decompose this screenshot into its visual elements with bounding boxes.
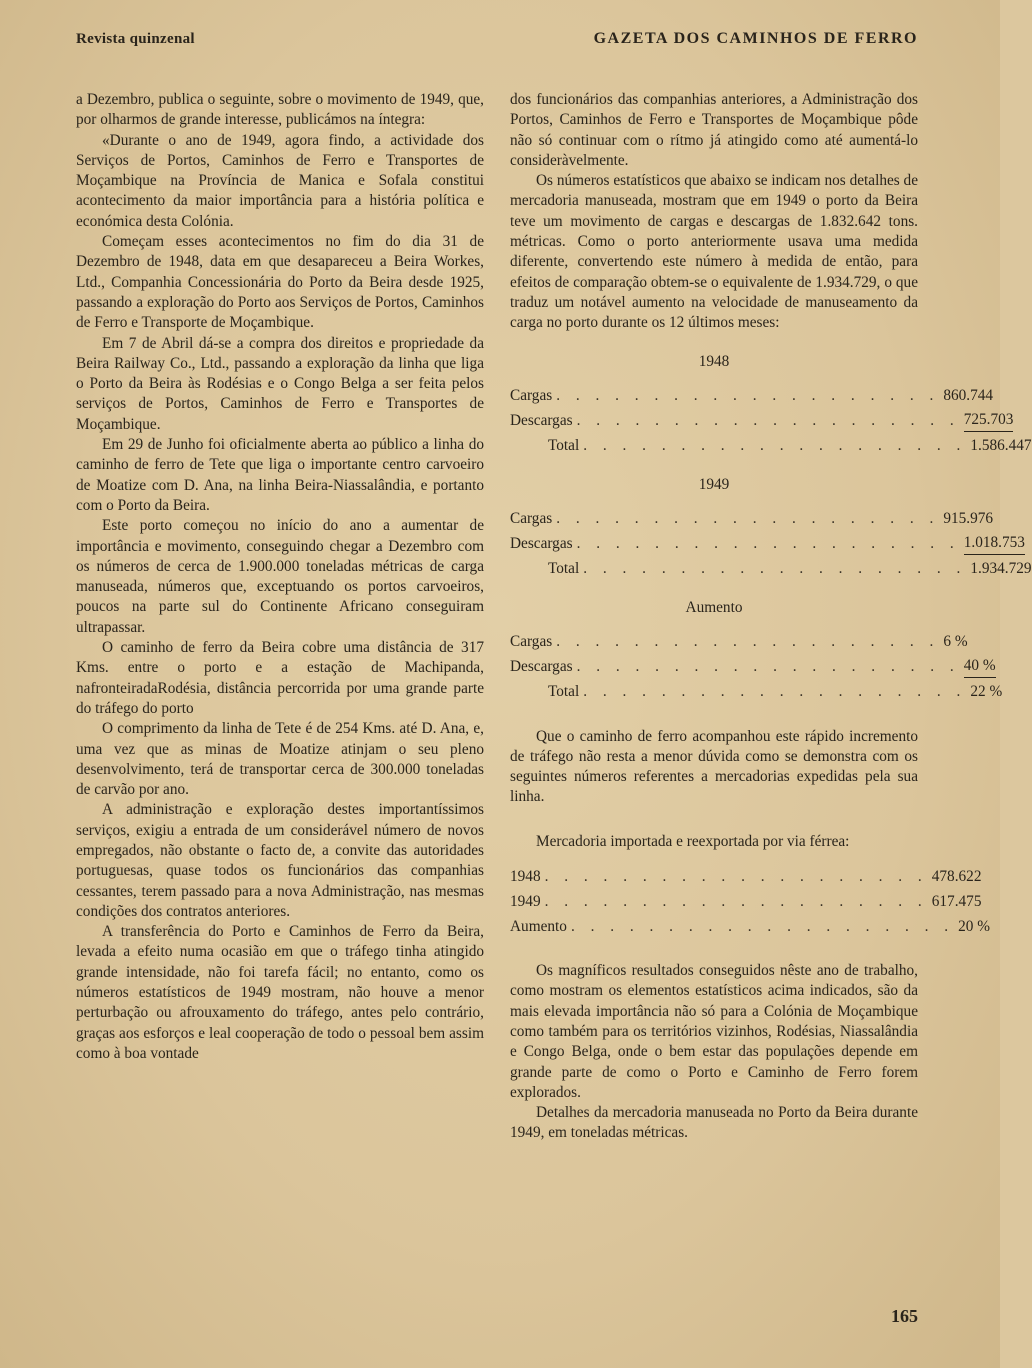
- leader-dots: . . . . . . . . . . . . . . . . . . . .: [556, 387, 940, 405]
- paragraph: Detalhes da mercadoria manuseada no Porto da Beira durante 1949, em toneladas métricas.: [510, 1104, 918, 1142]
- paragraph: «Durante o ano de 1949, agora findo, a actividade dos Serviços de Portos, Caminhos de Ferro e Transportes de Moçambique na Província de Manica e Sofala constitui acontecimento da maior importância para a história política e económica desta Colónia.: [76, 131, 484, 230]
- leader-dots: . . . . . . . . . . . . . . . . . . . .: [544, 892, 928, 910]
- table-row: [510, 628, 968, 653]
- leader-dots: . . . . . . . . . . . . . . . . . . . .: [583, 437, 967, 455]
- paragraph: O comprimento da linha de Tete é de 254 Kms. até D. Ana, e, uma vez que as minas de Moatize atinjam o seu pleno desenvolvimento, terá de transportar cerca de 300.000 toneladas de carvão por ano.: [76, 720, 484, 799]
- total-value: 1.586.447: [970, 437, 1032, 455]
- row-label: Aumento: [510, 917, 567, 935]
- paragraph: Em 29 de Junho foi oficialmente aberta ao público a linha do caminho de ferro de Tete que liga o importante centro carvoeiro de Moatize com D. Ana, na linha Beira-Niassalândia, e portanto com o Porto da Beira.: [76, 436, 484, 514]
- leader-dots: . . . . . . . . . . . . . . . . . . . .: [556, 510, 940, 528]
- leader-dots: . . . . . . . . . . . . . . . . . . . .: [576, 535, 960, 553]
- publication-frequency: Revista quinzenal: [76, 31, 195, 47]
- row-value: 20 %: [958, 917, 990, 935]
- rail-table: [510, 862, 990, 937]
- row-value: 860.744: [943, 387, 994, 405]
- total-label: Total: [548, 560, 580, 578]
- row-value: 40 %: [964, 656, 996, 677]
- paragraph: Em 7 de Abril dá-se a compra dos direitos e propriedade da Beira Railway Co., Ltd., passando a exploração da linha que liga o Porto da Beira às Rodésias e o Congo Belga a ser feita pelos serviços de Portos, Caminhos de Ferro e Transportes de Moçambique.: [76, 334, 484, 433]
- table-row: [510, 887, 982, 912]
- right-column: [510, 90, 1032, 1144]
- paragraph: a Dezembro, publica o seguinte, sobre o movimento de 1949, que, por olharmos de grande interesse, publicámos na íntegra:: [76, 91, 484, 129]
- row-value: 617.475: [931, 892, 982, 910]
- total-value: 1.934.729: [970, 560, 1032, 578]
- table-heading: 1948: [698, 352, 730, 370]
- leader-dots: . . . . . . . . . . . . . . . . . . . .: [556, 633, 940, 651]
- row-label: Descargas: [510, 535, 573, 553]
- table-heading: 1949: [698, 475, 730, 493]
- row-value: 478.622: [931, 867, 982, 885]
- leader-dots: . . . . . . . . . . . . . . . . . . . .: [583, 560, 967, 578]
- table-total-row: [510, 678, 1003, 703]
- table-row: [510, 407, 1014, 432]
- row-label: 1948: [510, 867, 541, 885]
- row-label: Cargas: [510, 510, 553, 528]
- paragraph: Este porto começou no início do ano a aumentar de importância e movimento, conseguindo chegar a Dezembro com os números de cerca de 1.900.000 toneladas métricas de carga manuseada, números que, exceptuando os portos carvoeiros, poucos na parte sul do Continente Africano conseguiram ultrapassar.: [76, 517, 484, 636]
- leader-dots: . . . . . . . . . . . . . . . . . . . .: [576, 658, 960, 676]
- row-value: 1.018.753: [964, 533, 1025, 554]
- row-label: 1949: [510, 892, 541, 910]
- paragraph: A transferência do Porto e Caminhos de Ferro da Beira, levada a efeito numa ocasião em que o tráfego tinha atingido grande intensidade, não foi tarefa fácil; no entanto, como os números estatísticos de 1949 mostram, não houve a menor perturbação ou afrouxamento do tráfego, antes pelo contrário, graças aos esforços e leal cooperação de todo o pessoal bem assim como à boa vontade: [76, 923, 484, 1062]
- leader-dots: . . . . . . . . . . . . . . . . . . . .: [583, 683, 967, 701]
- paragraph: O caminho de ferro da Beira cobre uma distância de 317 Kms. entre o porto e a estação de Machipanda, nafronteiradaRodésia, distância percorrida por uma grande parte do tráfego do porto: [76, 639, 484, 717]
- paragraph: Os magníficos resultados conseguidos nêste ano de trabalho, como mostram os elementos estatísticos acima indicados, são da mais elevada importância não só para a Colónia de Moçambique como também para os territórios vizinhos, Rodésias, Niassalândia e Congo Belga, onde o bem estar das populações depende em grande parte de como o Porto e Caminho de Ferro forem explorados.: [510, 962, 918, 1101]
- paragraph: Que o caminho de ferro acompanhou este rápido incremento de tráfego não resta a menor dúvida como se demonstra com os seguintes números referentes a mercadorias expedidas pela sua linha.: [510, 727, 918, 806]
- page-number: 165: [891, 1306, 918, 1326]
- table-aumento: [510, 598, 1003, 703]
- left-column: [76, 90, 484, 1064]
- row-label: Descargas: [510, 658, 573, 676]
- row-value: 915.976: [943, 510, 994, 528]
- table-row: [510, 530, 1025, 555]
- row-label: Cargas: [510, 633, 553, 651]
- table-heading: Aumento: [685, 598, 743, 616]
- page-header: [76, 30, 918, 56]
- table-1948: [510, 352, 1032, 457]
- row-label: Descargas: [510, 412, 573, 430]
- table-total-row: [510, 555, 1032, 580]
- table-row: [510, 382, 994, 407]
- table-row: [510, 862, 982, 887]
- table-row: [510, 653, 996, 678]
- leader-dots: . . . . . . . . . . . . . . . . . . . .: [570, 917, 955, 935]
- table-1949: [510, 475, 1032, 580]
- leader-dots: . . . . . . . . . . . . . . . . . . . .: [576, 412, 960, 430]
- table-row: [510, 912, 990, 937]
- row-value: 6 %: [943, 633, 968, 651]
- paragraph: Começam esses acontecimentos no fim do dia 31 de Dezembro de 1948, data em que desapareceu a Beira Workes, Ltd., Companhia Concessionária do Porto da Beira desde 1925, passando a exploração do Porto aos Serviços de Portos, Caminhos de Ferro e Transporte de Moçambique.: [76, 233, 484, 332]
- paragraph: A administração e exploração destes importantíssimos serviços, exigiu a entrada de um considerável número de novos empregados, não obstante o facto de, a convite das autoridades portuguesas, quase todos os funcionários das companhias cessantes, terem passado para a nova Administração, nas mesmas condições dos contratos anteriores.: [76, 801, 484, 920]
- table-row: [510, 505, 994, 530]
- row-label: Cargas: [510, 387, 553, 405]
- total-value: 22 %: [970, 683, 1003, 701]
- total-label: Total: [548, 437, 580, 455]
- paragraph: Os números estatísticos que abaixo se indicam nos detalhes de mercadoria manuseada, mostram que em 1949 o porto da Beira teve um movimento de cargas e descargas de 1.832.642 tons. métricas. Como o porto anteriormente usava uma medida diferente, convertendo este número à medida de então, para efeitos de comparação obtem-se o equivalente de 1.934.729, o que traduz um notável aumento na velocidade de manuseamento da carga no porto durante os 12 últimos meses:: [510, 172, 918, 332]
- publication-title: GAZETA DOS CAMINHOS DE FERRO: [593, 30, 918, 47]
- leader-dots: . . . . . . . . . . . . . . . . . . . .: [544, 867, 928, 885]
- paragraph: dos funcionários das companhias anteriores, a Administração dos Portos, Caminhos de Ferro e Transportes de Moçambique pôde não só continuar com o rítmo já atingido como até aumentá-lo consideràvelmente.: [510, 91, 918, 169]
- rail-heading: Mercadoria importada e reexportada por via férrea:: [536, 832, 850, 850]
- total-label: Total: [548, 683, 580, 701]
- table-total-row: [510, 432, 1032, 457]
- row-value: 725.703: [964, 410, 1014, 431]
